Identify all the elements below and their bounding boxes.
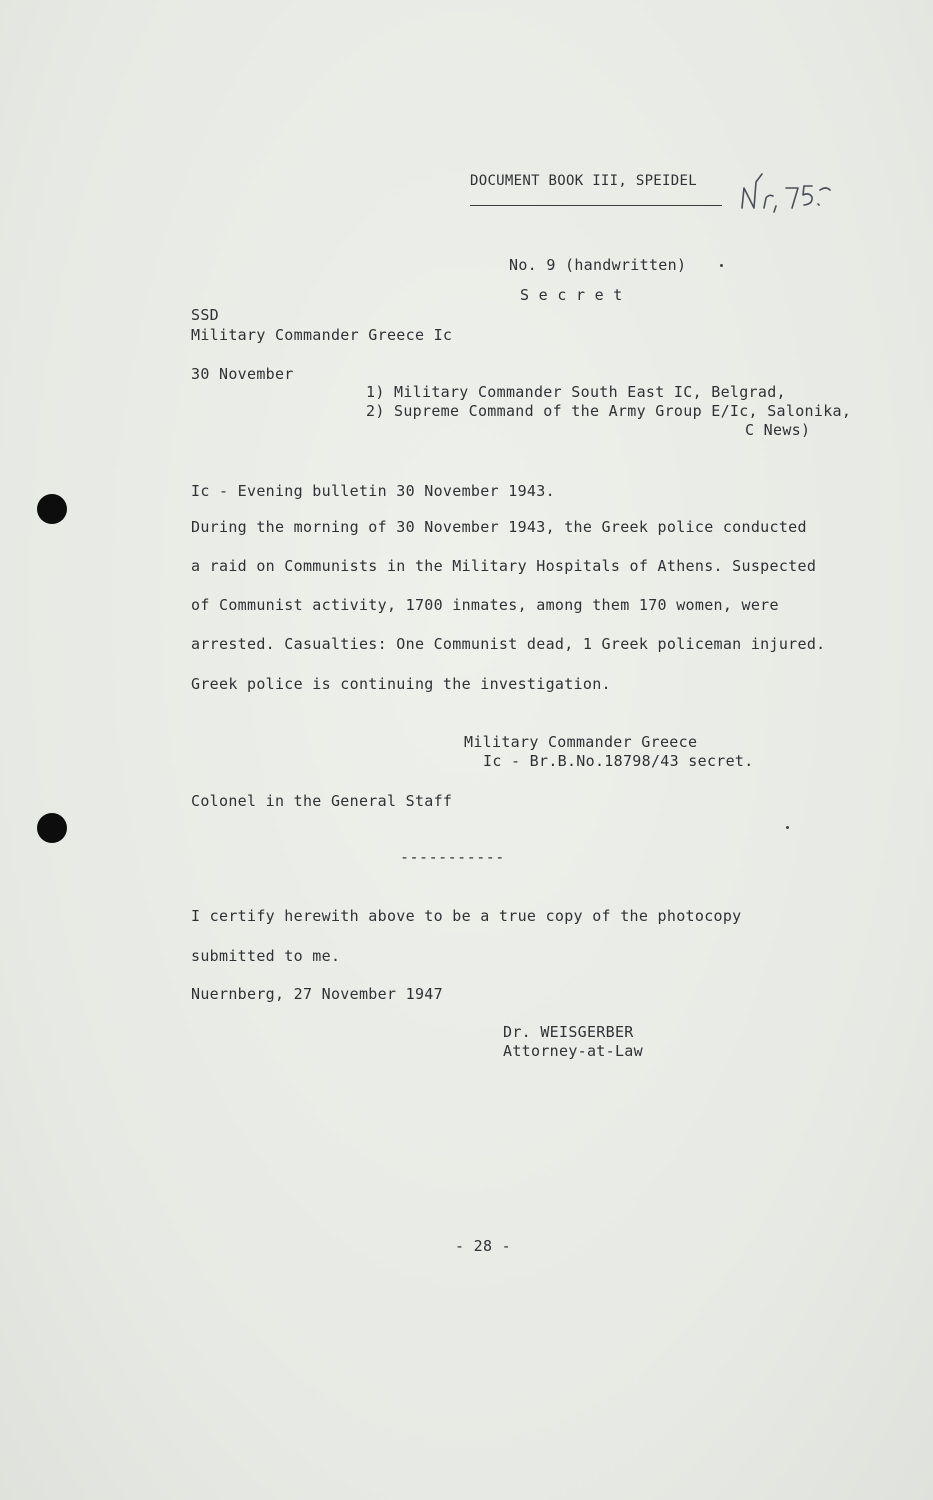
page-number: - 28 - xyxy=(455,1237,511,1255)
certification-line-2: submitted to me. xyxy=(191,947,341,965)
rank-line: Colonel in the General Staff xyxy=(191,792,453,810)
header-underline xyxy=(470,205,722,206)
punch-hole-top xyxy=(37,494,67,524)
attorney-title: Attorney-at-Law xyxy=(503,1042,643,1060)
signature-office: Military Commander Greece xyxy=(464,733,698,751)
body-line-2: a raid on Communists in the Military Hospitals of Athens. Suspected xyxy=(191,557,817,575)
certification-line-1: I certify herewith above to be a true copy of the photocopy xyxy=(191,907,742,925)
certification-place-date: Nuernberg, 27 November 1947 xyxy=(191,985,443,1003)
ink-speck xyxy=(720,264,723,267)
subject-line: Ic - Evening bulletin 30 November 1943. xyxy=(191,482,555,500)
handwritten-number-annotation xyxy=(736,168,846,218)
body-line-5: Greek police is continuing the investigation. xyxy=(191,675,611,693)
sender-code: SSD xyxy=(191,306,219,324)
punch-hole-bottom xyxy=(37,813,67,843)
document-number: No. 9 (handwritten) xyxy=(509,256,687,274)
classification-secret: S e c r e t xyxy=(520,286,623,304)
sender-office: Military Commander Greece Ic xyxy=(191,326,453,344)
signature-reference: Ic - Br.B.No.18798/43 secret. xyxy=(483,752,754,770)
body-line-3: of Communist activity, 1700 inmates, among them 170 women, were xyxy=(191,596,779,614)
body-line-1: During the morning of 30 November 1943, the Greek police conducted xyxy=(191,518,807,536)
document-book-header: DOCUMENT BOOK III, SPEIDEL xyxy=(470,173,697,189)
recipient-2: 2) Supreme Command of the Army Group E/Ic, Salonika, xyxy=(366,402,852,420)
recipient-2-continued: C News) xyxy=(745,421,811,439)
section-separator: ----------- xyxy=(400,848,505,866)
attorney-name: Dr. WEISGERBER xyxy=(503,1023,634,1041)
body-line-4: arrested. Casualties: One Communist dead, 1 Greek policeman injured. xyxy=(191,635,826,653)
recipient-1: 1) Military Commander South East IC, Belgrad, xyxy=(366,383,786,401)
date-line: 30 November xyxy=(191,365,294,383)
ink-speck xyxy=(786,826,789,829)
